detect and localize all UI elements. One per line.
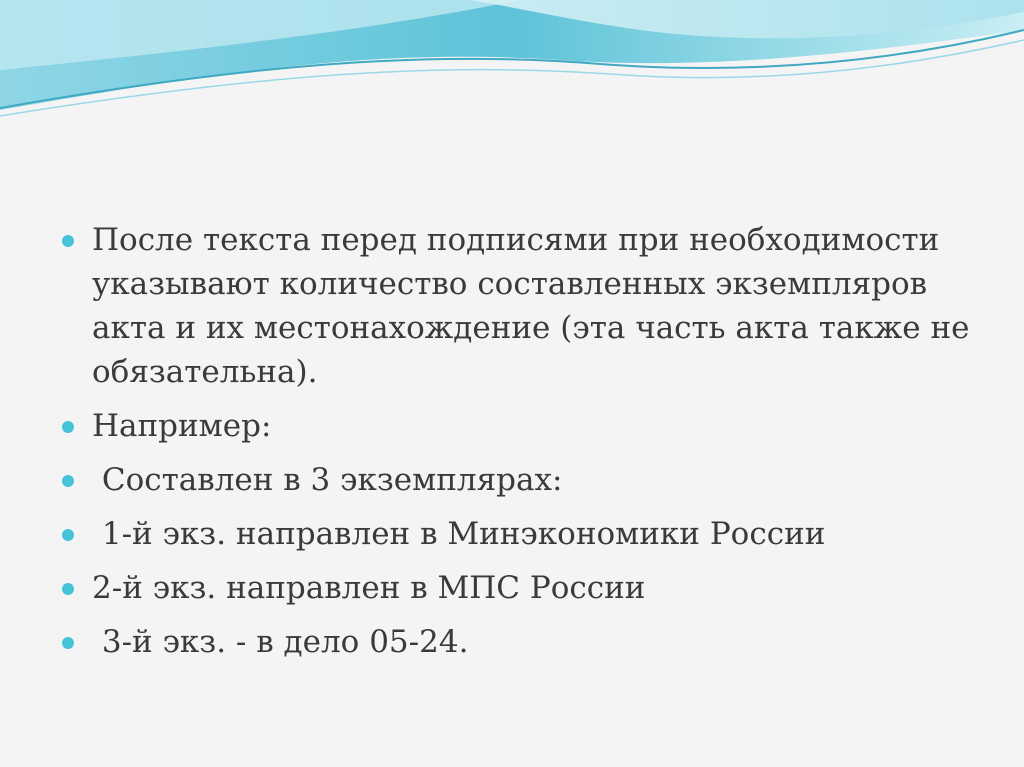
bullet-item xyxy=(58,404,988,448)
bullet-dot-icon xyxy=(62,529,74,541)
bullet-dot-icon xyxy=(62,421,74,433)
slide-content xyxy=(58,218,988,674)
header-wave-decoration xyxy=(0,0,1024,130)
bullet-text: 3-й экз. - в дело 05-24. xyxy=(92,624,469,660)
bullet-item xyxy=(58,218,988,394)
bullet-item xyxy=(58,620,988,664)
bullet-list xyxy=(58,218,988,664)
bullet-text: 2-й экз. направлен в МПС России xyxy=(92,570,646,606)
bullet-item xyxy=(58,512,988,556)
bullet-dot-icon xyxy=(62,475,74,487)
bullet-text: Например: xyxy=(92,408,272,444)
bullet-item xyxy=(58,458,988,502)
bullet-dot-icon xyxy=(62,637,74,649)
bullet-dot-icon xyxy=(62,583,74,595)
bullet-text: Составлен в 3 экземплярах: xyxy=(92,462,563,498)
bullet-text: 1-й экз. направлен в Минэкономики России xyxy=(92,516,826,552)
bullet-item xyxy=(58,566,988,610)
bullet-text: После текста перед подписями при необходимости указывают количество составленных экземпляров акта и их местонахождение (эта часть акта также не обязательна). xyxy=(92,222,980,390)
bullet-dot-icon xyxy=(62,235,74,247)
